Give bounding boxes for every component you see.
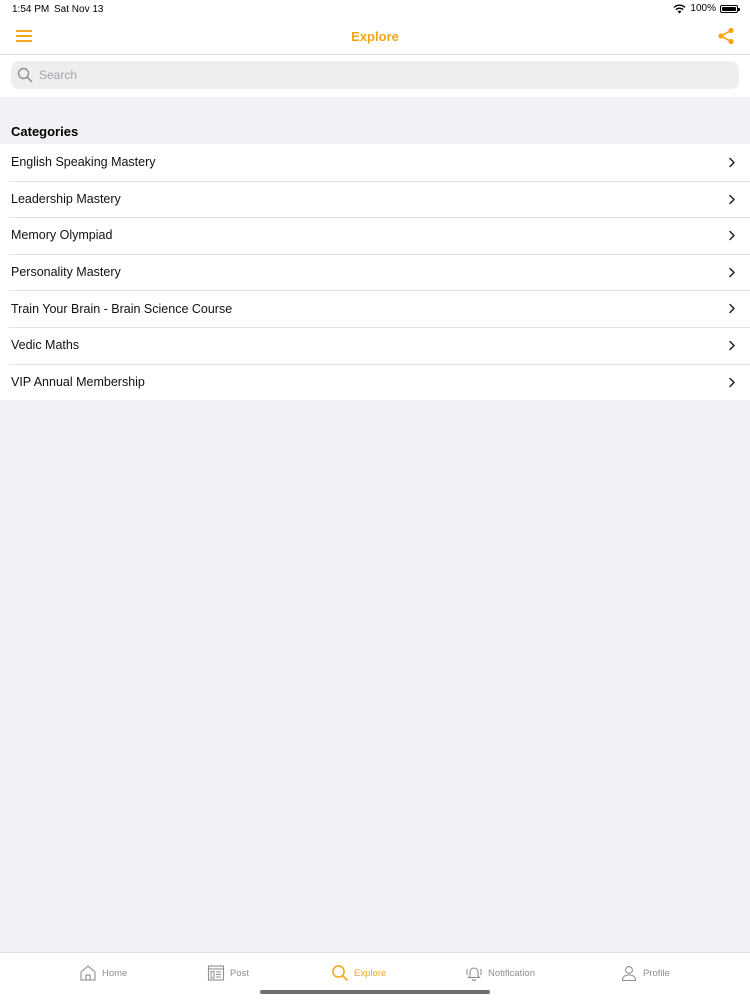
search-input[interactable] [39, 65, 729, 85]
list-item[interactable] [0, 254, 750, 291]
chevron-right-icon [728, 340, 736, 351]
categories-list [0, 144, 750, 400]
person-icon [620, 964, 638, 982]
search-bar-container [0, 55, 750, 97]
status-indicators [673, 3, 738, 14]
wifi-icon [673, 4, 686, 14]
tab-profile[interactable] [620, 963, 670, 983]
list-item-label: English Speaking Mastery [11, 155, 156, 170]
list-item-label: Train Your Brain - Brain Science Course [11, 301, 233, 316]
share-button[interactable] [716, 26, 736, 46]
share-icon [716, 26, 736, 46]
tab-home[interactable] [79, 963, 127, 983]
list-item[interactable] [0, 217, 750, 254]
list-item[interactable] [0, 290, 750, 327]
tab-explore[interactable] [331, 963, 386, 983]
home-icon [79, 964, 97, 982]
chevron-right-icon [728, 194, 736, 205]
tab-profile-label: Profile [643, 967, 670, 979]
list-item-label: Memory Olympiad [11, 228, 113, 243]
tab-post-label: Post [230, 967, 250, 979]
tab-home-label: Home [102, 967, 128, 979]
list-item-label: VIP Annual Membership [11, 374, 145, 389]
list-item-label: Personality Mastery [11, 265, 121, 280]
navigation-bar [0, 18, 750, 55]
battery-icon [720, 5, 738, 13]
home-indicator [260, 990, 490, 994]
chevron-right-icon [728, 230, 736, 241]
search-icon [17, 67, 33, 83]
search-bar[interactable] [11, 61, 739, 89]
status-bar [0, 0, 750, 18]
tab-post[interactable] [207, 963, 249, 983]
categories-header: Categories [11, 124, 79, 139]
list-item[interactable] [0, 144, 750, 181]
list-item-label: Leadership Mastery [11, 191, 121, 206]
list-item-label: Vedic Maths [11, 338, 80, 353]
status-time: 1:54 PM [12, 4, 50, 15]
chevron-right-icon [728, 157, 736, 168]
chevron-right-icon [728, 303, 736, 314]
search-icon [331, 964, 349, 982]
chevron-right-icon [728, 377, 736, 388]
list-item[interactable] [0, 364, 750, 401]
bell-icon [465, 964, 483, 982]
page-title: Explore [351, 29, 399, 44]
tab-explore-label: Explore [354, 967, 387, 979]
list-item[interactable] [0, 327, 750, 364]
tab-notification-label: Notification [488, 967, 535, 979]
tab-notification[interactable] [465, 963, 535, 983]
battery-percent: 100% [690, 3, 716, 14]
battery-fill [722, 7, 736, 11]
post-icon [207, 964, 225, 982]
status-date: Sat Nov 13 [54, 4, 104, 15]
chevron-right-icon [728, 267, 736, 278]
list-item[interactable] [0, 181, 750, 218]
